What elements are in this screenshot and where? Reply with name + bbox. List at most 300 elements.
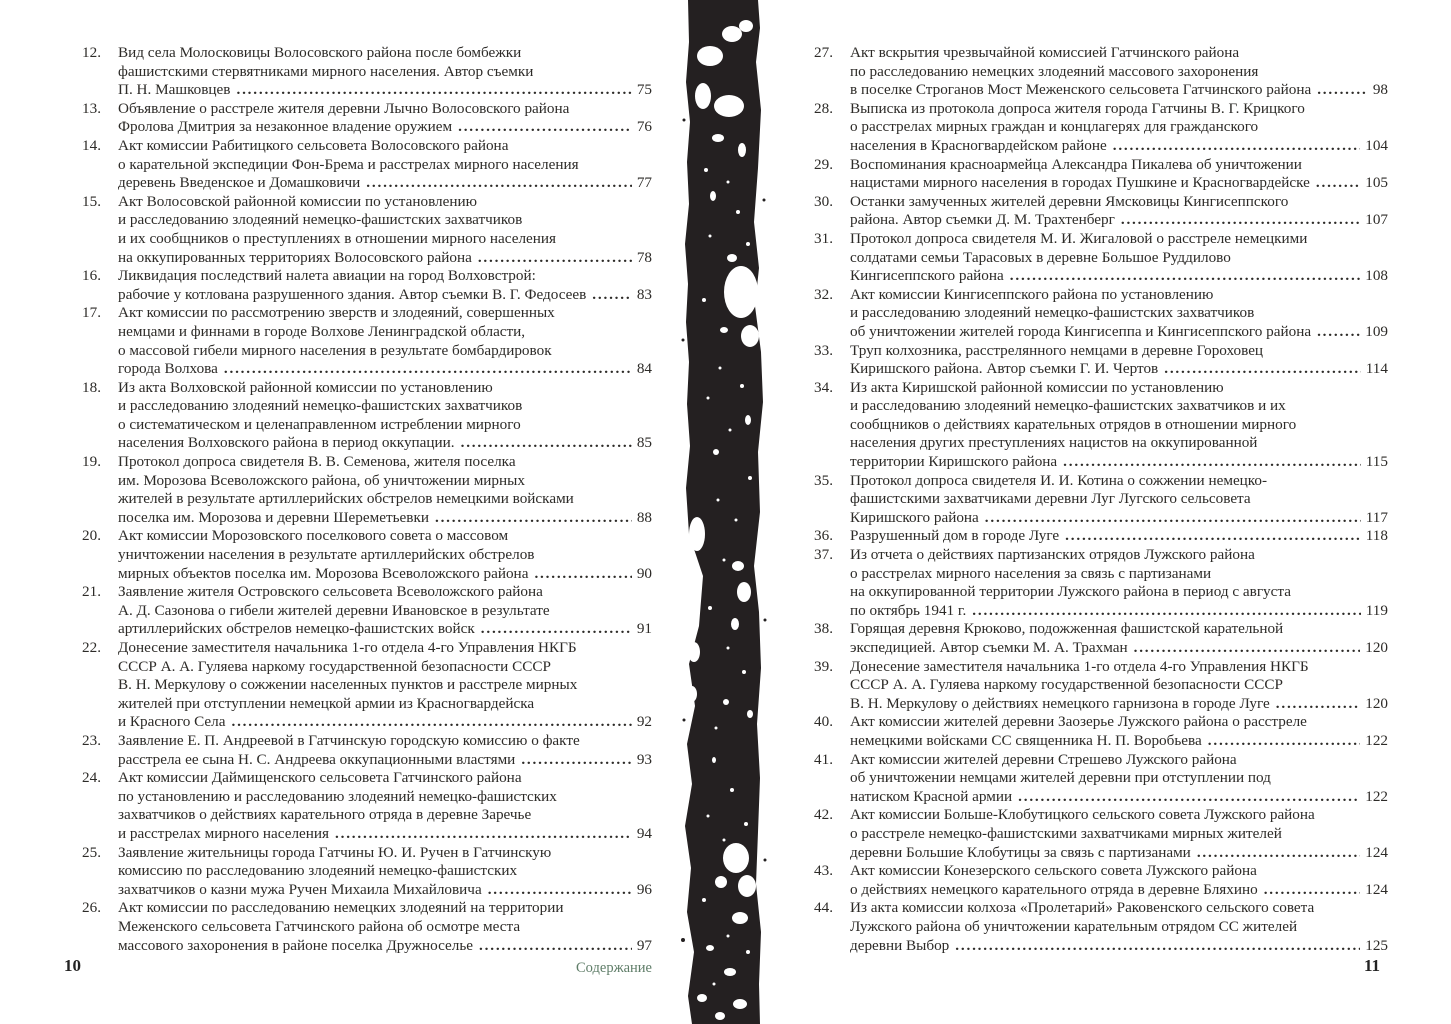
entry-line: им. Морозова Всеволожского района, об уничтожении мирных — [118, 471, 525, 489]
toc-entry — [814, 44, 1388, 100]
entry-number: 20. — [82, 527, 101, 545]
entry-line-last — [118, 174, 652, 193]
entry-line-last — [118, 118, 652, 137]
entry-line-last — [118, 360, 652, 379]
entry-page-number: 108 — [1365, 267, 1388, 285]
toc-entry — [814, 379, 1388, 472]
entry-number: 15. — [82, 192, 101, 210]
toc-entry — [814, 156, 1388, 193]
entry-line-text: населения в Красногвардейском районе — [850, 136, 1107, 154]
entry-page-number: 77 — [636, 174, 652, 192]
entry-page-number: 97 — [636, 936, 652, 954]
book-gutter-ink-texture — [680, 0, 768, 1024]
entry-line-text: мирных объектов поселка им. Морозова Всеволожского района — [118, 564, 529, 582]
entry-line-last — [118, 565, 652, 584]
entry-body — [118, 193, 652, 267]
toc-entry — [814, 713, 1388, 750]
dot-leader — [481, 620, 632, 639]
entry-line-last — [118, 825, 652, 844]
entry-line: Заявление Е. П. Андреевой в Гатчинскую городскую комиссию о факте — [118, 731, 580, 749]
entry-line: и их сообщников о преступлениях в отношении мирного населения — [118, 229, 557, 247]
entry-line-text: Разрушенный дом в городе Луге — [850, 527, 1060, 545]
entry-line-last — [850, 267, 1388, 286]
entry-number: 37. — [814, 546, 833, 564]
dot-leader — [479, 937, 632, 956]
entry-page-number: 91 — [636, 620, 652, 638]
entry-line-text: района. Автор съемки Д. М. Трахтенберг — [850, 211, 1115, 229]
entry-line: уничтожении населения в результате артиллерийских обстрелов — [118, 546, 535, 564]
entry-number: 27. — [814, 44, 833, 61]
entry-line-text: массового захоронения в районе поселка Дружноселье — [118, 936, 474, 954]
entry-body — [118, 583, 652, 639]
entry-line-text: Киришского района. Автор съемки Г. И. Чертов — [850, 360, 1159, 378]
entry-line: и расследованию злодеяний немецко-фашистских захватчиков — [850, 304, 1255, 322]
entry-line-last — [118, 751, 652, 770]
entry-line-last — [850, 639, 1388, 658]
entry-page-number: 90 — [636, 564, 652, 582]
entry-line: Акт комиссии Больше-Клобутицкого сельского совета Лужского района — [850, 806, 1315, 824]
entry-body — [850, 286, 1388, 342]
entry-page-number: 94 — [636, 824, 652, 842]
toc-entry — [82, 899, 652, 955]
toc-entry — [82, 267, 652, 304]
entry-line-text: немецкими войсками СС священника Н. П. Воробьева — [850, 731, 1202, 749]
entry-line: Акт комиссии жителей деревни Стрешево Лужского района — [850, 750, 1237, 768]
entry-number: 21. — [82, 583, 101, 601]
entry-line-text: и расстрелах мирного населения — [118, 824, 330, 842]
entry-line-last — [850, 323, 1388, 342]
entry-body — [850, 193, 1388, 230]
dot-leader — [1208, 732, 1360, 751]
entry-body — [850, 862, 1388, 899]
entry-line: захватчиков о действиях карательного отряда в деревне Заречье — [118, 806, 532, 824]
dot-leader — [1018, 788, 1360, 807]
toc-entry — [82, 732, 652, 769]
entry-body — [118, 304, 652, 378]
entry-line: Ликвидация последствий налета авиации на город Волховстрой: — [118, 267, 536, 285]
entry-page-number: 98 — [1372, 81, 1388, 99]
toc-entry — [82, 583, 652, 639]
toc-entry — [814, 658, 1388, 714]
entry-line: по расследованию немецких злодеяний массового захоронения — [850, 62, 1259, 80]
entry-body — [850, 156, 1388, 193]
entry-number: 16. — [82, 267, 101, 285]
dot-leader — [366, 174, 632, 193]
entry-line: Акт комиссии по расследованию немецких злодеяний на территории — [118, 899, 564, 917]
entry-number: 42. — [814, 806, 833, 824]
toc-entry — [82, 453, 652, 527]
entry-line-text: территории Киришского района — [850, 453, 1058, 471]
entry-line: Горящая деревня Крюково, подожженная фашистской карательной — [850, 620, 1284, 638]
entry-line-text: об уничтожении жителей города Кингисеппа и Кингисеппского района — [850, 322, 1312, 340]
dot-leader — [592, 286, 632, 305]
dot-leader — [1121, 211, 1360, 230]
entry-body — [118, 453, 652, 527]
entry-line-text: деревни Большие Клобутицы за связь с партизанами — [850, 843, 1191, 861]
entry-body — [118, 100, 652, 137]
entry-body — [850, 230, 1388, 286]
entry-line-text: деревень Введенское и Домашковичи — [118, 174, 361, 192]
entry-body — [850, 44, 1388, 100]
entry-number: 22. — [82, 639, 101, 656]
entry-page-number: 115 — [1365, 453, 1388, 471]
entry-page-number: 122 — [1365, 731, 1388, 749]
entry-body — [850, 806, 1388, 862]
entry-line: Акт комиссии Рабитицкого сельсовета Волосовского района — [118, 136, 509, 154]
toc-entry — [814, 751, 1388, 807]
entry-line: Акт комиссии Кингисеппского района по установлению — [850, 285, 1214, 303]
entry-line: о систематическом и целенаправленном истреблении мирного — [118, 415, 521, 433]
entry-body — [118, 137, 652, 193]
dot-leader — [1063, 453, 1361, 472]
entry-line-last — [850, 360, 1388, 379]
entry-number: 32. — [814, 285, 833, 303]
dot-leader — [1113, 137, 1361, 156]
entry-line-text: артиллерийских обстрелов немецко-фашистских войск — [118, 620, 475, 638]
entry-line-text: захватчиков о казни мужа Ручен Михаила Михайловича — [118, 880, 482, 898]
entry-number: 36. — [814, 527, 833, 545]
dot-leader — [231, 713, 631, 732]
entry-line-last — [850, 211, 1388, 230]
entry-line: Труп колхозника, расстрелянного немцами в деревне Гороховец — [850, 341, 1264, 359]
entry-number: 26. — [82, 899, 101, 917]
entry-page-number: 92 — [636, 713, 652, 731]
entry-body — [850, 527, 1388, 546]
entry-line-text: нацистами мирного населения в городах Пушкине и Красногвардейске — [850, 174, 1310, 192]
dot-leader — [1010, 267, 1360, 286]
entry-line-text: Фролова Дмитрия за незаконное владение оружием — [118, 118, 453, 136]
entry-body — [850, 472, 1388, 528]
toc-entry — [82, 844, 652, 900]
entry-line: СССР А. А. Гуляева наркому государственной безопасности СССР — [118, 657, 551, 675]
entry-number: 19. — [82, 453, 101, 471]
toc-entry — [82, 100, 652, 137]
dot-leader — [435, 509, 632, 528]
entry-line: Объявление о расстреле жителя деревни Лычно Волосовского района — [118, 99, 570, 117]
entry-line-last — [118, 81, 652, 100]
entry-body — [118, 899, 652, 955]
toc-entry — [82, 304, 652, 378]
entry-line: о расстреле немецко-фашистскими захватчиками мирных жителей — [850, 824, 1282, 842]
entry-number: 17. — [82, 304, 101, 322]
entry-page-number: 78 — [636, 248, 652, 266]
entry-line: фашистскими стервятниками мирного населения. Автор съемки — [118, 62, 534, 80]
dot-leader — [1317, 323, 1360, 342]
entry-body — [850, 658, 1388, 714]
toc-entries-right — [814, 0, 1388, 955]
toc-entry — [82, 44, 652, 100]
entry-page-number: 124 — [1365, 843, 1388, 861]
entry-page-number: 88 — [636, 508, 652, 526]
entry-body — [118, 639, 652, 732]
entry-body — [850, 751, 1388, 807]
entry-line: Из акта Киришской районной комиссии по установлению — [850, 378, 1224, 396]
toc-entry — [814, 806, 1388, 862]
entry-line-last — [850, 937, 1388, 956]
dot-leader — [1197, 844, 1360, 863]
entry-body — [850, 620, 1388, 657]
entry-line: Меженского сельсовета Гатчинского района об осмотре места — [118, 917, 521, 935]
entry-number: 30. — [814, 192, 833, 210]
entry-body — [118, 267, 652, 304]
toc-entry — [82, 137, 652, 193]
toc-entry — [814, 230, 1388, 286]
entry-line-last — [850, 174, 1388, 193]
entry-line-text: населения Волховского района в период оккупации. — [118, 434, 455, 452]
toc-entry — [82, 639, 652, 732]
entry-line: Из отчета о действиях партизанских отрядов Лужского района — [850, 546, 1255, 564]
entry-page-number: 109 — [1365, 322, 1388, 340]
toc-entries-left — [82, 0, 652, 955]
entry-page-number: 119 — [1365, 601, 1388, 619]
dot-leader — [1134, 639, 1361, 658]
entry-line-last — [850, 881, 1388, 900]
entry-page-number: 125 — [1365, 936, 1388, 954]
entry-line-text: расстрела ее сына Н. С. Андреева оккупационными властями — [118, 750, 516, 768]
entry-line-text: и Красного Села — [118, 713, 226, 731]
gutter-texture-graphic — [680, 0, 768, 1024]
entry-number: 44. — [814, 899, 833, 917]
entry-number: 25. — [82, 843, 101, 861]
entry-page-number: 118 — [1365, 527, 1388, 545]
entry-line-last — [118, 434, 652, 453]
entry-line: А. Д. Сазонова о гибели жителей деревни Ивановское в результате — [118, 601, 550, 619]
entry-line: Акт комиссии жителей деревни Заозерье Лужского района о расстреле — [850, 713, 1307, 731]
dot-leader — [458, 118, 632, 137]
dot-leader — [955, 937, 1360, 956]
dot-leader — [1065, 527, 1361, 546]
entry-line-last — [850, 844, 1388, 863]
dot-leader — [1276, 695, 1360, 714]
entry-page-number: 96 — [636, 880, 652, 898]
entry-number: 40. — [814, 713, 833, 731]
entry-body — [850, 379, 1388, 472]
toc-page-left — [82, 0, 652, 1024]
entry-line-last — [850, 602, 1388, 621]
entry-line: о расстрелах мирных граждан и концлагерях для гражданского — [850, 118, 1259, 136]
dot-leader — [534, 565, 631, 584]
entry-line: Протокол допроса свидетеля И. И. Котина о сожжении немецко- — [850, 471, 1268, 489]
entry-page-number: 84 — [636, 360, 652, 378]
entry-line: и расследованию злодеяний немецко-фашистских захватчиков — [118, 211, 523, 229]
entry-line-last — [118, 937, 652, 956]
toc-entry — [82, 193, 652, 267]
entry-line: об уничтожении немцами жителей деревни при отступлении под — [850, 769, 1271, 787]
entry-line: Акт комиссии Морозовского поселкового совета о массовом — [118, 527, 509, 545]
dot-leader — [335, 825, 632, 844]
entry-number: 29. — [814, 155, 833, 173]
entry-line: и расследованию злодеяний немецко-фашистских захватчиков — [118, 397, 523, 415]
entry-body — [850, 100, 1388, 156]
entry-line: Акт комиссии по рассмотрению зверств и злодеяний, совершенных — [118, 304, 555, 322]
entry-line: Из акта комиссии колхоза «Пролетарий» Раковенского сельского совета — [850, 899, 1315, 917]
entry-number: 43. — [814, 862, 833, 880]
entry-line: Останки замученных жителей деревни Ямсковицы Кингисеппского — [850, 192, 1289, 210]
dot-leader — [972, 602, 1361, 621]
entry-line: о расстрелах мирного населения за связь с партизанами — [850, 564, 1212, 582]
entry-line-text: деревни Выбор — [850, 936, 950, 954]
entry-line: Акт комиссии Даймищенского сельсовета Гатчинского района — [118, 769, 522, 787]
entry-line: СССР А. А. Гуляева наркому государственной безопасности СССР — [850, 676, 1283, 694]
entry-line-last — [118, 881, 652, 900]
entry-number: 14. — [82, 136, 101, 154]
entry-line-last — [850, 695, 1388, 714]
entry-number: 18. — [82, 378, 101, 396]
dot-leader — [478, 249, 632, 268]
entry-line-text: натиском Красной армии — [850, 787, 1013, 805]
entry-line-text: экспедицией. Автор съемки М. А. Трахман — [850, 639, 1128, 656]
entry-line: комиссию по расследованию злодеяний немецко-фашистских — [118, 862, 518, 880]
entry-line-text: города Волхова — [118, 360, 218, 378]
entry-line-last — [850, 788, 1388, 807]
entry-number: 24. — [82, 769, 101, 787]
entry-line-last — [850, 732, 1388, 751]
entry-line-last — [850, 137, 1388, 156]
entry-line-text: поселка им. Морозова и деревни Шереметьевки — [118, 508, 429, 526]
entry-page-number: 117 — [1365, 508, 1388, 526]
entry-page-number: 83 — [636, 285, 652, 303]
toc-page-right — [814, 0, 1388, 1024]
dot-leader — [1317, 81, 1368, 100]
dot-leader — [1264, 881, 1361, 900]
dot-leader — [1316, 174, 1360, 193]
toc-entry — [82, 379, 652, 453]
entry-page-number: 120 — [1365, 639, 1388, 656]
entry-line: солдатами семьи Тарасовых в деревне Большое Руддилово — [850, 248, 1231, 266]
entry-line: сообщников о действиях карательных отрядов в отношении мирного — [850, 415, 1297, 433]
entry-line: немцами и финнами в городе Волхове Ленинградской области, — [118, 322, 526, 340]
entry-body — [850, 342, 1388, 379]
entry-page-number: 122 — [1365, 787, 1388, 805]
entry-line: жителей в результате артиллерийских обстрелов немецкими войсками — [118, 490, 574, 508]
entry-line-last — [850, 509, 1388, 528]
entry-body — [118, 527, 652, 583]
entry-line: Из акта Волховской районной комиссии по установлению — [118, 378, 493, 396]
entry-line-text: П. Н. Машковцев — [118, 81, 231, 99]
entry-number: 38. — [814, 620, 833, 638]
toc-entry — [814, 527, 1388, 546]
entry-line: Воспоминания красноармейца Александра Пикалева об уничтожении — [850, 155, 1302, 173]
entry-line-text: В. Н. Меркулову о действиях немецкого гарнизона в городе Луге — [850, 694, 1270, 712]
entry-line-last — [118, 249, 652, 268]
running-footer-label: Содержание — [576, 960, 652, 976]
entry-body — [118, 44, 652, 100]
toc-entry — [814, 862, 1388, 899]
entry-line: Донесение заместителя начальника 1-го отдела 4-го Управления НКГБ — [118, 639, 577, 656]
entry-page-number: 105 — [1365, 174, 1388, 192]
page-number-right: 11 — [1363, 956, 1380, 975]
entry-line-last — [118, 620, 652, 639]
entry-number: 35. — [814, 471, 833, 489]
dot-leader — [985, 509, 1361, 528]
entry-line-last — [118, 286, 652, 305]
entry-number: 41. — [814, 750, 833, 768]
entry-body — [118, 844, 652, 900]
entry-line: Протокол допроса свидетеля В. В. Семенова, жителя поселка — [118, 453, 516, 471]
entry-line: Акт вскрытия чрезвычайной комиссией Гатчинского района — [850, 44, 1240, 61]
entry-page-number: 75 — [636, 81, 652, 99]
entry-line: о массовой гибели мирного населения в результате бомбардировок — [118, 341, 552, 359]
page-number-left: 10 — [64, 956, 81, 975]
entry-line-text: о действиях немецкого карательного отряда в деревне Бляхино — [850, 880, 1258, 898]
entry-line: на оккупированной территории Лужского района в период с августа — [850, 583, 1291, 601]
entry-number: 34. — [814, 378, 833, 396]
entry-line: по установлению и расследованию злодеяний немецко-фашистских — [118, 787, 557, 805]
entry-number: 39. — [814, 657, 833, 675]
entry-page-number: 76 — [636, 118, 652, 136]
entry-line: Протокол допроса свидетеля М. И. Жигаловой о расстреле немецкими — [850, 229, 1308, 247]
entry-page-number: 93 — [636, 750, 652, 768]
dot-leader — [461, 434, 632, 453]
entry-line: Лужского района об уничтожении карательным отрядом СС жителей — [850, 917, 1298, 935]
entry-line: и расследованию злодеяний немецко-фашистских захватчиков и их — [850, 397, 1286, 415]
toc-entry — [814, 100, 1388, 156]
entry-number: 13. — [82, 99, 101, 117]
entry-page-number: 120 — [1365, 694, 1388, 712]
entry-line-text: Киришского района — [850, 508, 979, 526]
dot-leader — [224, 360, 632, 379]
entry-number: 12. — [82, 44, 101, 61]
dot-leader — [521, 751, 632, 770]
entry-line: населения других преступлениях нацистов на оккупированной — [850, 434, 1258, 452]
entry-line: Акт комиссии Конезерского сельского совета Лужского района — [850, 862, 1257, 880]
entry-number: 33. — [814, 341, 833, 359]
entry-body — [850, 713, 1388, 750]
entry-body — [850, 546, 1388, 620]
entry-line-last — [118, 713, 652, 732]
entry-line-text: в поселке Строганов Мост Меженского сельсовета Гатчинского района — [850, 81, 1312, 99]
entry-body — [118, 769, 652, 843]
toc-entry — [82, 769, 652, 843]
entry-line-text: рабочие у котлована разрушенного здания. Автор съемки В. Г. Федосеев — [118, 285, 587, 303]
entry-line: Заявление жительницы города Гатчины Ю. И. Ручен в Гатчинскую — [118, 843, 552, 861]
entry-line: Акт Волосовской районной комиссии по установлению — [118, 192, 477, 210]
entry-line-text: на оккупированных территориях Волосовского района — [118, 248, 472, 266]
toc-entry — [814, 620, 1388, 657]
entry-line: жителей при отступлении немецкой армии из Красногвардейска — [118, 694, 535, 712]
entry-line-last — [850, 453, 1388, 472]
toc-entry — [814, 472, 1388, 528]
entry-page-number: 85 — [636, 434, 652, 452]
entry-line: В. Н. Меркулову о сожжении населенных пунктов и расстреле мирных — [118, 676, 578, 694]
toc-entry — [814, 342, 1388, 379]
toc-entry — [82, 527, 652, 583]
entry-line: о карательной экспедиции Фон-Брема и расстрелах мирного населения — [118, 155, 579, 173]
entry-line: Донесение заместителя начальника 1-го отдела 4-го Управления НКГБ — [850, 657, 1309, 675]
entry-line-text: Кингисеппского района — [850, 267, 1004, 285]
entry-line-text: по октябрь 1941 г. — [850, 601, 967, 619]
entry-body — [118, 379, 652, 453]
entry-page-number: 107 — [1365, 211, 1388, 229]
dot-leader — [488, 881, 632, 900]
dot-leader — [236, 81, 631, 100]
entry-line-last — [850, 81, 1388, 100]
entry-body — [118, 732, 652, 769]
entry-page-number: 114 — [1365, 360, 1388, 378]
entry-line: фашистскими захватчиками деревни Луг Лугского сельсовета — [850, 490, 1251, 508]
entry-line: Вид села Молосковицы Волосовского района после бомбежки — [118, 44, 522, 61]
toc-entry — [814, 193, 1388, 230]
entry-page-number: 104 — [1365, 136, 1388, 154]
toc-entry — [814, 899, 1388, 955]
entry-line-last — [118, 509, 652, 528]
entry-line-last — [850, 527, 1388, 546]
entry-number: 23. — [82, 731, 101, 749]
dot-leader — [1164, 360, 1361, 379]
entry-page-number: 124 — [1365, 880, 1388, 898]
entry-number: 31. — [814, 229, 833, 247]
entry-body — [850, 899, 1388, 955]
